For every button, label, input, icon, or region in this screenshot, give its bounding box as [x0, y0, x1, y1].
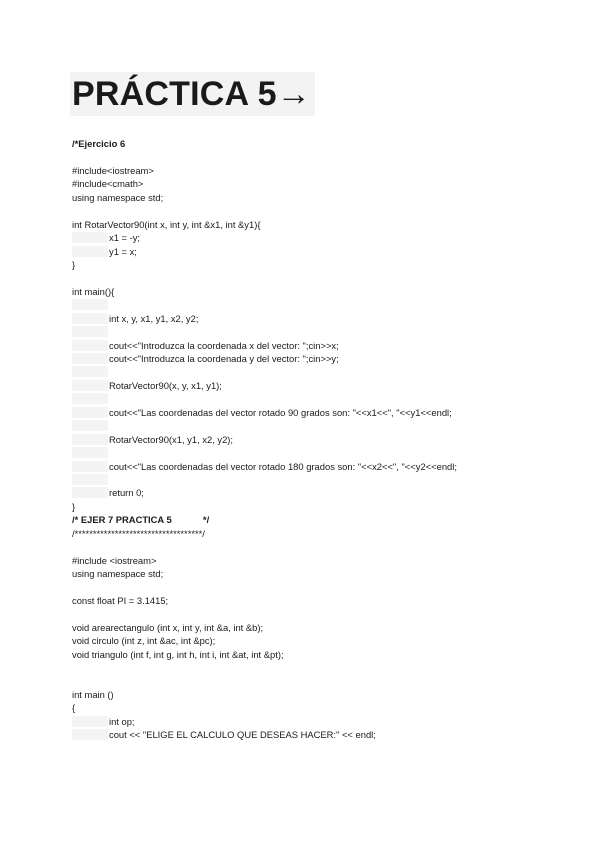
code-line-text: using namespace std;	[72, 568, 164, 579]
code-line	[72, 137, 572, 150]
code-line	[72, 245, 572, 258]
code-line	[72, 607, 572, 620]
code-line-text: using namespace std;	[72, 191, 164, 203]
code-line-text: void arearectangulo (int x, int y, int &a, int &b);	[72, 621, 264, 633]
code-line-text: #include<iostream>	[72, 164, 154, 176]
code-line	[72, 540, 572, 553]
code-line	[72, 688, 572, 701]
code-line	[72, 218, 572, 231]
code-line	[72, 701, 572, 714]
code-line-text: cout<<"Las coordenadas del vector rotado 90 grados son: "<<x1<<", "<<y1<<endl;	[109, 406, 452, 418]
code-line	[72, 500, 572, 513]
code-line	[72, 339, 572, 352]
code-line-text: #include<cmath>	[72, 178, 144, 190]
code-line-text: /* EJER 7 PRACTICA 5 */	[72, 514, 210, 526]
code-line	[72, 312, 572, 325]
code-line	[72, 392, 572, 405]
code-line	[72, 365, 572, 378]
code-line-text: return 0;	[109, 487, 144, 499]
code-line-text: int op;	[109, 715, 135, 727]
code-line	[72, 527, 572, 540]
code-line	[72, 298, 572, 311]
code-line-text: {	[72, 702, 76, 714]
code-line	[72, 406, 572, 419]
code-line	[72, 352, 572, 365]
code-line	[72, 621, 572, 634]
code-line	[72, 675, 572, 688]
code-line-text: cout<<"Introduzca la coordenada y del vector: ";cin>>y;	[109, 353, 339, 364]
code-line-text: int RotarVector90(int x, int y, int &x1, int &y1){	[72, 218, 261, 230]
code-line	[72, 379, 572, 392]
code-line-text: RotarVector90(x1, y1, x2, y2);	[109, 433, 234, 445]
code-line	[72, 419, 572, 432]
code-line-text: /*Ejercicio 6	[72, 138, 126, 149]
code-line	[72, 231, 572, 244]
code-line	[72, 634, 572, 647]
code-line-text: const float PI = 3.1415;	[72, 594, 169, 606]
code-line	[72, 648, 572, 661]
code-line	[72, 204, 572, 217]
code-line	[72, 177, 572, 190]
code-line	[72, 486, 572, 499]
code-line	[72, 164, 572, 177]
code-line	[72, 191, 572, 204]
code-line	[72, 460, 572, 473]
code-line	[72, 285, 572, 298]
code-line-text: #include <iostream>	[72, 554, 157, 566]
code-line-text: /***********************************/	[72, 527, 205, 539]
code-line	[72, 446, 572, 459]
code-line-text: y1 = x;	[109, 245, 137, 257]
code-line	[72, 594, 572, 607]
code-line	[72, 271, 572, 284]
code-line-text: }	[72, 258, 76, 270]
code-line-text: void circulo (int z, int &ac, int &pc);	[72, 635, 216, 647]
code-line-text: int main ()	[72, 688, 114, 700]
code-line-text: x1 = -y;	[109, 232, 140, 244]
code-line-text: cout<<"Las coordenadas del vector rotado 180 grados son: "<<x2<<", "<<y2<<endl;	[109, 460, 457, 472]
code-line	[72, 513, 572, 526]
code-line	[72, 728, 572, 741]
code-line	[72, 433, 572, 446]
code-line-text: }	[72, 500, 76, 512]
code-line	[72, 473, 572, 486]
code-line-text: int x, y, x1, y1, x2, y2;	[109, 312, 199, 324]
code-line	[72, 150, 572, 163]
code-line	[72, 661, 572, 674]
code-line-text: int main(){	[72, 285, 115, 297]
page-title: PRÁCTICA 5→	[70, 72, 315, 116]
code-line	[72, 715, 572, 728]
code-line-text: void triangulo (int f, int g, int h, int i, int &at, int &pt);	[72, 648, 284, 660]
code-line	[72, 567, 572, 580]
code-line	[72, 258, 572, 271]
code-line-text: RotarVector90(x, y, x1, y1);	[109, 379, 222, 391]
code-line-text: cout << "ELIGE EL CALCULO QUE DESEAS HACER:" << endl;	[109, 729, 376, 741]
code-line	[72, 580, 572, 593]
code-line-text: cout<<"Introduzca la coordenada x del vector: ";cin>>x;	[109, 339, 339, 351]
code-listing	[72, 137, 572, 742]
code-line	[72, 325, 572, 338]
code-line	[72, 554, 572, 567]
